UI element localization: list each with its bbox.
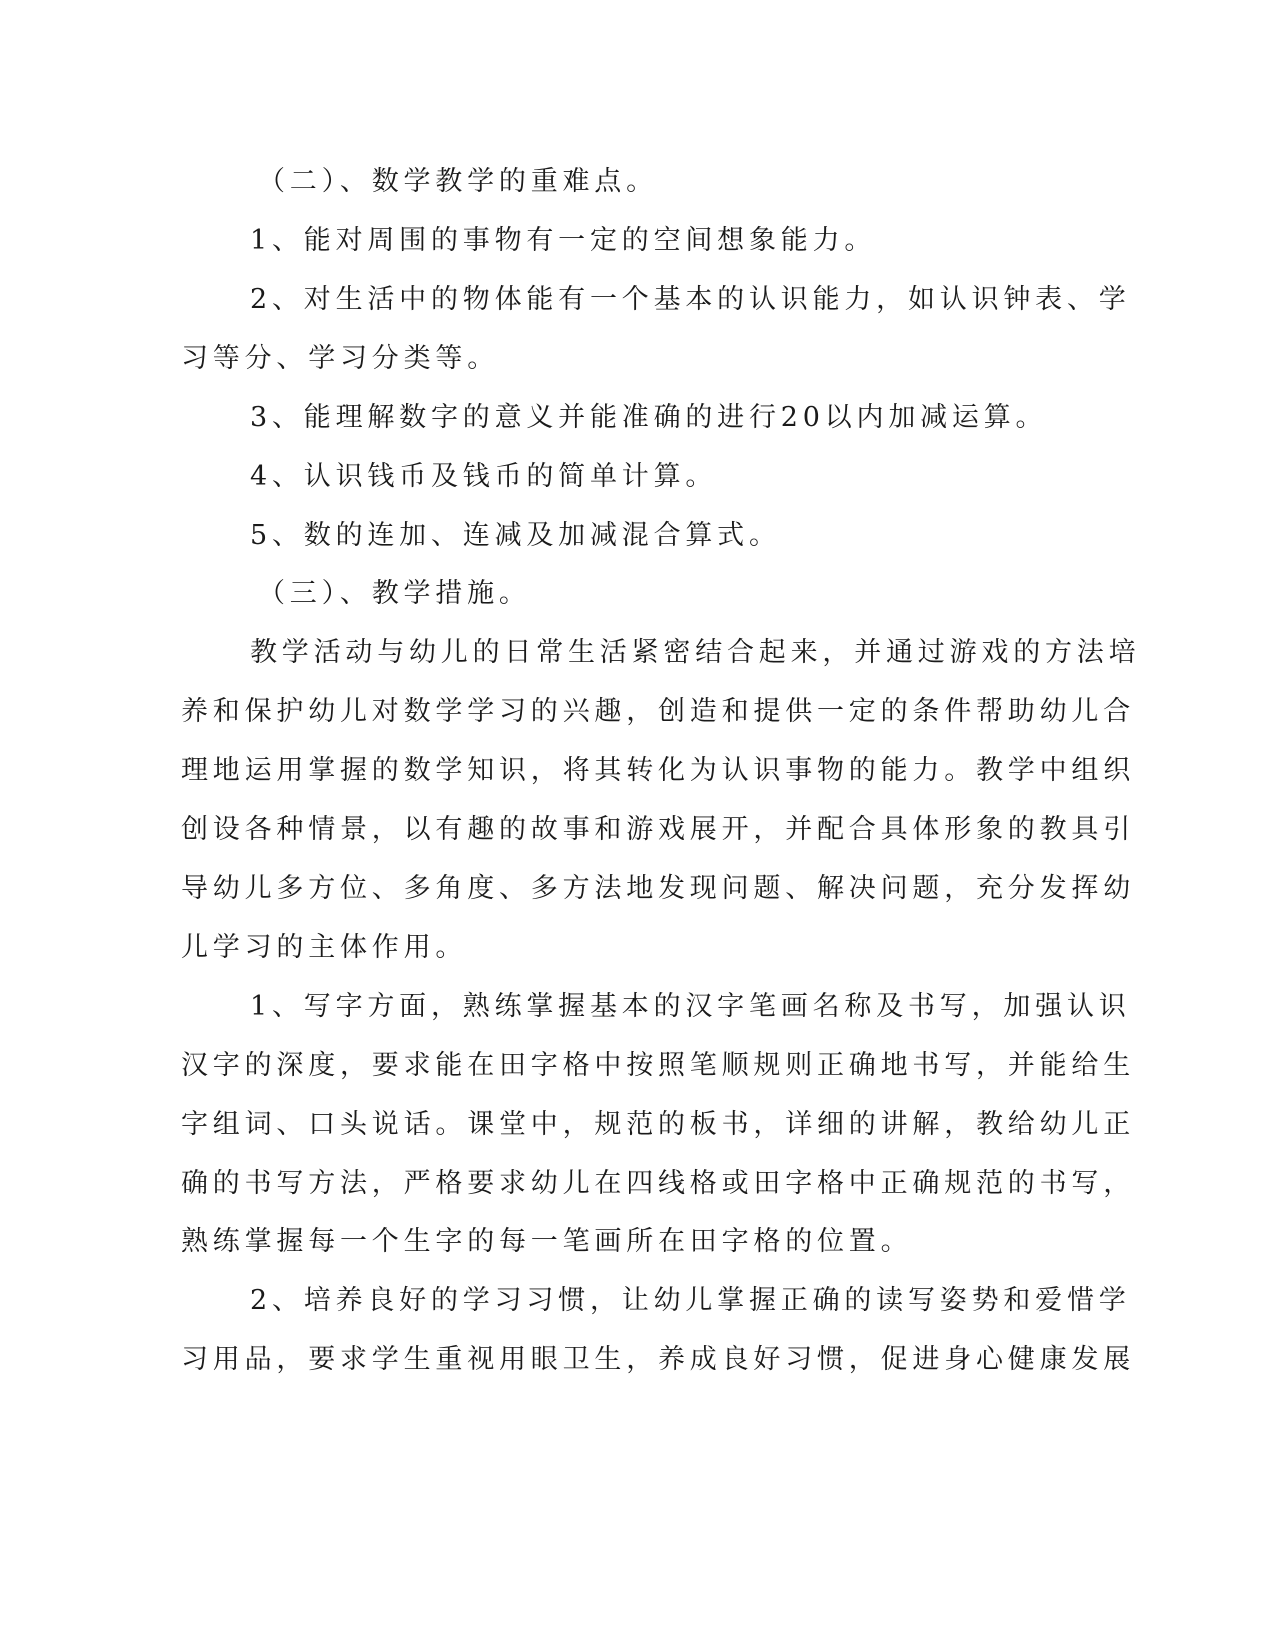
- paragraph-line: 1、写字方面，熟练掌握基本的汉字笔画名称及书写，加强认识: [250, 991, 1131, 1022]
- paragraph-line: 5、数的连加、连减及加减混合算式。: [250, 520, 781, 551]
- paragraph-line: 习用品，要求学生重视用眼卫生，养成良好习惯，促进身心健康发展: [181, 1344, 1135, 1375]
- paragraph-line: 儿学习的主体作用。: [181, 932, 468, 963]
- paragraph-line: 汉字的深度，要求能在田字格中按照笔顺规则正确地书写，并能给生: [181, 1050, 1135, 1081]
- paragraph-line: 养和保护幼儿对数学学习的兴趣，创造和提供一定的条件帮助幼儿合: [181, 696, 1135, 727]
- paragraph-line: 2、培养良好的学习习惯，让幼儿掌握正确的读写姿势和爱惜学: [250, 1285, 1131, 1316]
- paragraph-line: 导幼儿多方位、多角度、多方法地发现问题、解决问题，充分发挥幼: [181, 873, 1135, 904]
- paragraph-line: 理地运用掌握的数学知识，将其转化为认识事物的能力。教学中组织: [181, 755, 1135, 786]
- paragraph-line: 1、能对周围的事物有一定的空间想象能力。: [250, 225, 877, 256]
- paragraph-line: 教学活动与幼儿的日常生活紧密结合起来，并通过游戏的方法培: [250, 637, 1141, 668]
- paragraph-line: 确的书写方法，严格要求幼儿在四线格或田字格中正确规范的书写，: [181, 1168, 1135, 1199]
- paragraph-line: 字组词、口头说话。课堂中，规范的板书，详细的讲解，教给幼儿正: [181, 1109, 1135, 1140]
- paragraph-line: 2、对生活中的物体能有一个基本的认识能力，如认识钟表、学: [250, 284, 1131, 315]
- section-heading-difficulties: （二）、数学教学的重难点。: [258, 166, 658, 197]
- paragraph-line: 创设各种情景，以有趣的故事和游戏展开，并配合具体形象的教具引: [181, 814, 1135, 845]
- paragraph-line: 3、能理解数字的意义并能准确的进行20以内加减运算。: [250, 402, 1048, 433]
- paragraph-line: 熟练掌握每一个生字的每一笔画所在田字格的位置。: [181, 1226, 913, 1257]
- section-heading-measures: （三）、教学措施。: [258, 578, 531, 609]
- paragraph-line: 4、认识钱币及钱币的简单计算。: [250, 461, 718, 492]
- paragraph-line: 习等分、学习分类等。: [181, 343, 499, 374]
